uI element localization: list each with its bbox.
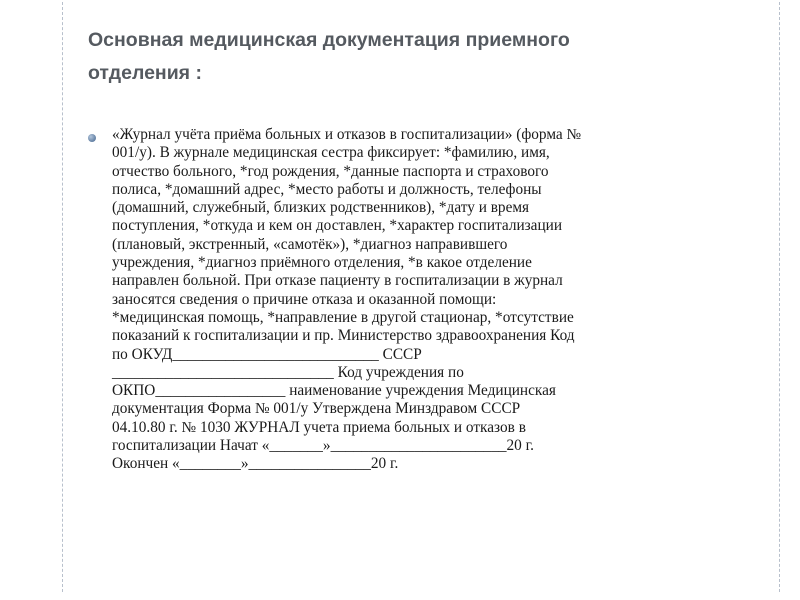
bullet-line: отчество больного, *год рождения, *данные паспорта и страхового [112,162,549,180]
bullet-line: показаний к госпитализации и пр. Министерство здравоохранения Код [112,327,575,345]
bullet-line: ОКПО_________________ наименование учреждения Медицинская [112,382,556,400]
bullet-line: (плановый, экстренный, «самотёк»), *диагноз направившего [112,235,508,253]
bullet-line: _____________________________ Код учреждения по [112,363,464,381]
bullet-line: госпитализации Начат «_______»_______________________20 г. [112,437,534,455]
bullet-text [112,126,772,474]
bullet-line: *медицинская помощь, *направление в другой стационар, *отсутствие [112,308,574,326]
bullet-line: полиса, *домашний адрес, *место работы и должность, телефоны [112,180,542,198]
bullet-icon [88,134,96,142]
bullet-line: Окончен «________»________________20 г. [112,455,399,473]
bullet-line: 001/у). В журнале медицинская сестра фиксирует: *фамилию, имя, [112,144,550,162]
slide-title [88,24,768,90]
bullet-line: документация Форма № 001/у Утверждена Минздравом СССР [112,400,521,418]
bullet-line: направлен больной. При отказе пациенту в госпитализации в журнал [112,272,563,290]
bullet-line: по ОКУД___________________________ СССР [112,345,422,363]
bullet-line: учреждения, *диагноз приёмного отделения, *в какое отделение [112,254,532,272]
title-line-2: отделения : [88,62,202,84]
bullet-line: заносятся сведения о причине отказа и оказанной помощи: [112,290,497,308]
bullet-line: «Журнал учёта приёма больных и отказов в госпитализации» (форма № [112,126,582,143]
title-line-1: Основная медицинская документация приемного [88,29,570,51]
bullet-line: 04.10.80 г. № 1030 ЖУРНАЛ учета приема больных и отказов в [112,418,526,436]
bullet-line: поступления, *откуда и кем он доставлен, *характер госпитализации [112,217,563,235]
bullet-line: (домашний, служебный, близких родственников), *дату и время [112,199,530,217]
